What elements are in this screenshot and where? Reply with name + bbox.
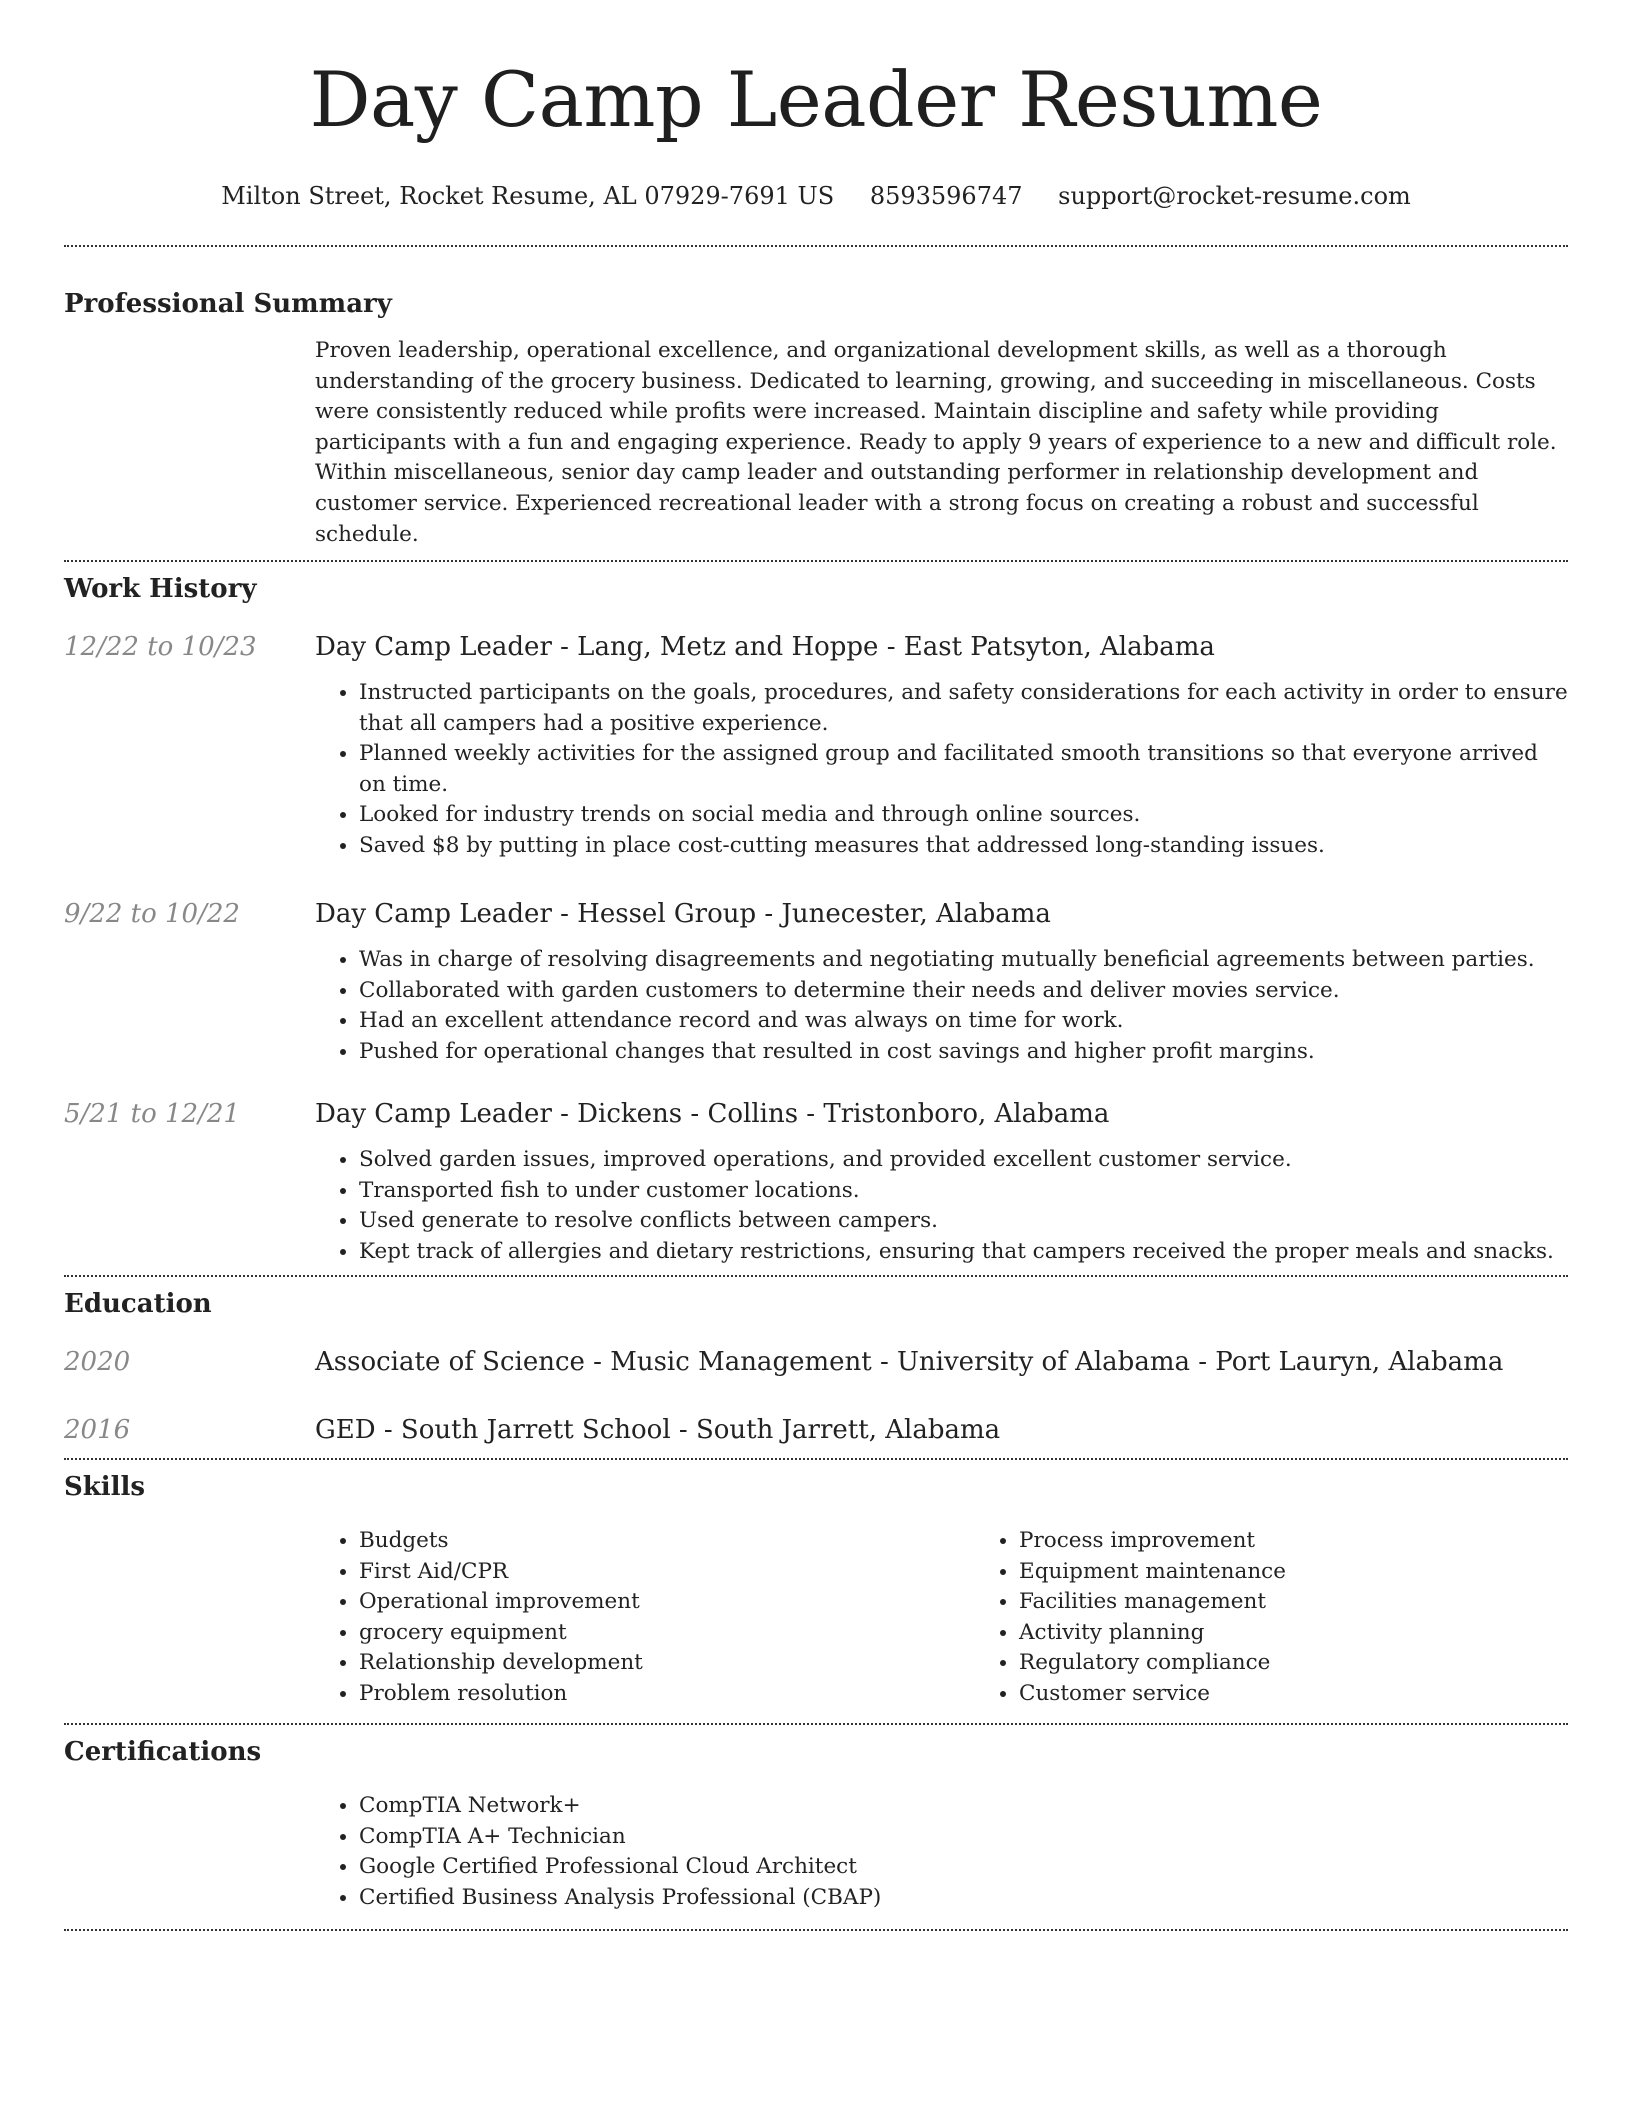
skills-section — [64, 1470, 1568, 1709]
list-item: • grocery equipment — [359, 1618, 975, 1649]
list-item: • CompTIA A+ Technician — [359, 1822, 1568, 1853]
job-entry — [64, 630, 1568, 861]
list-item: • Was in charge of resolving disagreements and negotiating mutually beneficial agreements between parties. — [359, 945, 1568, 976]
section-heading-summary: Professional Summary — [64, 289, 392, 319]
divider — [64, 1275, 1568, 1277]
divider — [64, 245, 1568, 247]
education-entry — [64, 1413, 1568, 1447]
contact-phone: 8593596747 — [869, 182, 1023, 210]
education-entry — [64, 1345, 1568, 1379]
job-entry — [64, 897, 1568, 1067]
divider — [64, 1723, 1568, 1725]
job-bullets — [315, 945, 1568, 1067]
work-history-section — [64, 572, 1568, 1267]
job-bullets — [315, 1145, 1568, 1267]
list-item: • Certified Business Analysis Professional (CBAP) — [359, 1883, 1568, 1914]
list-item: • Equipment maintenance — [1019, 1557, 1632, 1588]
list-item: • Had an excellent attendance record and was always on time for work. — [359, 1006, 1568, 1037]
list-item: • Collaborated with garden customers to determine their needs and deliver movies service. — [359, 976, 1568, 1007]
certifications-section — [64, 1735, 1568, 1913]
education-detail: GED - South Jarrett School - South Jarrett, Alabama — [315, 1415, 1001, 1446]
contact-email: support@rocket-resume.com — [1058, 182, 1411, 210]
summary-text: Proven leadership, operational excellence, and organizational development skills, as well as a thorough understanding of the grocery business. Dedicated to learning, growing, and succeeding in miscellaneous. Costs were consistently reduced while profits were increased. Maintain discipline and safety while providing participants with a fun and engaging experience. Ready to apply 9 years of experience to a new and difficult role. Within miscellaneous, senior day camp leader and outstanding performer in relationship development and customer service. Experienced recreational leader with a strong focus on creating a robust and successful schedule. — [315, 338, 1557, 547]
list-item: • Process improvement — [1019, 1526, 1632, 1557]
list-item: • Budgets — [359, 1526, 975, 1557]
job-dates: 5/21 to 12/21 — [64, 1099, 240, 1130]
divider — [64, 1458, 1568, 1460]
list-item: • Customer service — [1019, 1679, 1632, 1710]
job-bullets — [315, 678, 1568, 861]
list-item: • CompTIA Network+ — [359, 1791, 1568, 1822]
section-heading-skills: Skills — [64, 1472, 146, 1503]
list-item: • Saved $8 by putting in place cost-cutting measures that addressed long-standing issues. — [359, 831, 1568, 862]
page-title: Day Camp Leader Resume — [309, 55, 1323, 144]
education-section — [64, 1287, 1568, 1447]
job-dates: 9/22 to 10/22 — [64, 899, 240, 930]
education-year: 2016 — [64, 1415, 131, 1446]
divider — [64, 560, 1568, 562]
contact-line — [64, 180, 1568, 212]
job-title: Day Camp Leader - Lang, Metz and Hoppe - East Patsyton, Alabama — [315, 632, 1215, 663]
list-item: • Looked for industry trends on social media and through online sources. — [359, 800, 1568, 831]
education-detail: Associate of Science - Music Management - University of Alabama - Port Lauryn, Alabama — [315, 1347, 1504, 1378]
list-item: • Activity planning — [1019, 1618, 1632, 1649]
contact-address: Milton Street, Rocket Resume, AL 07929-7691 US — [221, 182, 835, 210]
divider — [64, 1929, 1568, 1931]
job-dates: 12/22 to 10/23 — [64, 632, 257, 663]
list-item: • First Aid/CPR — [359, 1557, 975, 1588]
skills-list-right — [975, 1526, 1632, 1709]
list-item: • Operational improvement — [359, 1587, 975, 1618]
job-entry — [64, 1097, 1568, 1267]
list-item: • Solved garden issues, improved operations, and provided excellent customer service. — [359, 1145, 1568, 1176]
job-title: Day Camp Leader - Dickens - Collins - Tristonboro, Alabama — [315, 1099, 1110, 1130]
job-title: Day Camp Leader - Hessel Group - Junecester, Alabama — [315, 899, 1051, 930]
certifications-list — [315, 1791, 1568, 1913]
list-item: • Transported fish to under customer locations. — [359, 1176, 1568, 1207]
list-item: • Kept track of allergies and dietary restrictions, ensuring that campers received the proper meals and snacks. — [359, 1237, 1568, 1268]
list-item: • Problem resolution — [359, 1679, 975, 1710]
resume-page — [64, 0, 1568, 1931]
summary-section — [64, 287, 1568, 550]
education-year: 2020 — [64, 1347, 131, 1378]
list-item: • Pushed for operational changes that resulted in cost savings and higher profit margins. — [359, 1037, 1568, 1068]
section-heading-work: Work History — [64, 574, 257, 605]
list-item: • Instructed participants on the goals, procedures, and safety considerations for each activity in order to ensure that all campers had a positive experience. — [359, 678, 1568, 739]
section-heading-education: Education — [64, 1289, 212, 1320]
list-item: • Relationship development — [359, 1648, 975, 1679]
list-item: • Facilities management — [1019, 1587, 1632, 1618]
list-item: • Used generate to resolve conflicts between campers. — [359, 1206, 1568, 1237]
skills-list-left — [315, 1526, 975, 1709]
list-item: • Planned weekly activities for the assigned group and facilitated smooth transitions so that everyone arrived on time. — [359, 739, 1568, 800]
list-item: • Google Certified Professional Cloud Architect — [359, 1852, 1568, 1883]
list-item: • Regulatory compliance — [1019, 1648, 1632, 1679]
section-heading-certifications: Certifications — [64, 1737, 262, 1768]
